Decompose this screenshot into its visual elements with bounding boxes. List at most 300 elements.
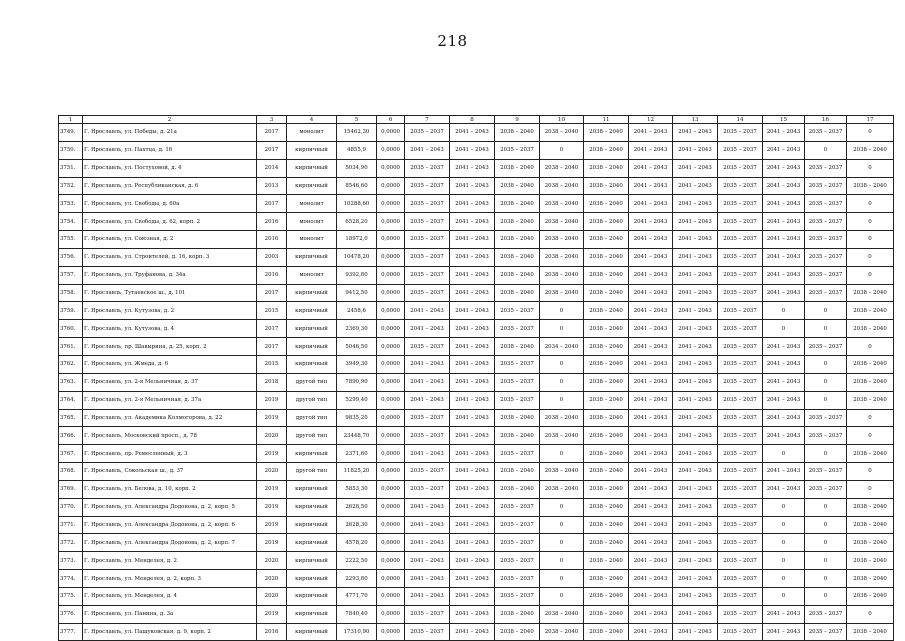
address-cell: Г. Ярославль, ул. Академика Колмогорова, д. 22 — [83, 409, 257, 427]
row-number-cell: 3766. — [59, 427, 83, 445]
address-cell: Г. Ярославль, ул. Свободы, д. 62, корп. 2 — [83, 213, 257, 231]
table-cell: 0 — [763, 587, 805, 605]
column-header: 11 — [584, 116, 629, 124]
table-row — [59, 534, 894, 552]
table-cell: 2035 – 2037 — [495, 373, 540, 391]
table-cell: 2038 – 2040 — [495, 231, 540, 249]
table-cell: 2038 – 2040 — [847, 355, 894, 373]
row-number-cell: 3774. — [59, 570, 83, 588]
table-cell: 2041 – 2043 — [629, 623, 673, 641]
table-cell: 2035 – 2037 — [405, 338, 450, 356]
table-cell: 2041 – 2043 — [673, 302, 718, 320]
table-cell: 2014 — [257, 159, 287, 177]
row-number-cell: 3776. — [59, 605, 83, 623]
table-cell: 2038 – 2040 — [584, 587, 629, 605]
table-cell: 2458,6 — [337, 302, 377, 320]
table-row — [59, 623, 894, 641]
table-cell: 2038 – 2040 — [495, 159, 540, 177]
table-cell: 2038 – 2040 — [495, 195, 540, 213]
table-cell: кирпичный — [287, 355, 337, 373]
table-cell: 2038 – 2040 — [584, 338, 629, 356]
table-cell: 2038 – 2040 — [495, 427, 540, 445]
address-cell: Г. Ярославль, ул. Свободы, д. 60а — [83, 195, 257, 213]
address-cell: Г. Ярославль, ул. Пахтца, д. 16 — [83, 141, 257, 159]
table-cell: 5299,40 — [337, 391, 377, 409]
table-cell: 2041 – 2043 — [450, 570, 495, 588]
table-row — [59, 266, 894, 284]
table-cell: 2041 – 2043 — [450, 587, 495, 605]
table-row — [59, 480, 894, 498]
table-cell: 2041 – 2043 — [629, 266, 673, 284]
table-cell: 2038 – 2040 — [540, 427, 584, 445]
address-cell: Г. Ярославль, ул. 2-я Мельничная, д. 37а — [83, 391, 257, 409]
row-number-cell: 3761. — [59, 338, 83, 356]
row-number-cell: 3753. — [59, 195, 83, 213]
table-cell: 2038 – 2040 — [540, 213, 584, 231]
table-cell: 2035 – 2037 — [718, 480, 763, 498]
table-cell: 2019 — [257, 480, 287, 498]
table-cell: 2038 – 2040 — [847, 302, 894, 320]
table-cell: 0 — [847, 159, 894, 177]
table-row — [59, 570, 894, 588]
header-row — [59, 116, 894, 124]
table-cell: 2016 — [257, 213, 287, 231]
table-cell: 2041 – 2043 — [673, 320, 718, 338]
address-cell: Г. Ярославль, ул. Александра Додонова, д. 2, корп. 6 — [83, 516, 257, 534]
table-row — [59, 409, 894, 427]
table-cell: 4771,70 — [337, 587, 377, 605]
table-cell: 2041 – 2043 — [405, 534, 450, 552]
table-cell: 2041 – 2043 — [763, 409, 805, 427]
table-cell: 0 — [540, 355, 584, 373]
table-cell: 0 — [540, 141, 584, 159]
table-cell: 2035 – 2037 — [718, 552, 763, 570]
table-cell: 2041 – 2043 — [450, 391, 495, 409]
table-cell: 0,0000 — [377, 355, 405, 373]
table-cell: 2038 – 2040 — [584, 605, 629, 623]
table-cell: 2035 – 2037 — [805, 159, 847, 177]
table-cell: 2035 – 2037 — [805, 409, 847, 427]
table-cell: 2041 – 2043 — [673, 445, 718, 463]
table-cell: 0 — [847, 463, 894, 481]
table-cell: 10288,60 — [337, 195, 377, 213]
row-number-cell: 3757. — [59, 266, 83, 284]
table-cell: 0 — [847, 480, 894, 498]
table-cell: 8546,60 — [337, 177, 377, 195]
table-cell: 0,0000 — [377, 534, 405, 552]
table-cell: 2041 – 2043 — [405, 141, 450, 159]
table-cell: 2035 – 2037 — [805, 266, 847, 284]
table-row — [59, 605, 894, 623]
table-cell: 0 — [805, 516, 847, 534]
table-cell: 0 — [540, 516, 584, 534]
table-cell: 2222,50 — [337, 552, 377, 570]
table-cell: 0 — [763, 534, 805, 552]
table-cell: 2041 – 2043 — [405, 302, 450, 320]
table-cell: 0 — [805, 498, 847, 516]
table-cell: 2041 – 2043 — [629, 552, 673, 570]
address-cell: Г. Ярославль, пр. Шавырина, д. 25, корп. 2 — [83, 338, 257, 356]
table-cell: 2035 – 2037 — [718, 534, 763, 552]
table-cell: 2038 – 2040 — [540, 195, 584, 213]
table-cell: 2041 – 2043 — [629, 284, 673, 302]
table-row — [59, 231, 894, 249]
table-cell: кирпичный — [287, 141, 337, 159]
table-cell: 2016 — [257, 623, 287, 641]
table-cell: 2041 – 2043 — [450, 427, 495, 445]
table-cell: 2041 – 2043 — [763, 177, 805, 195]
table-cell: 2035 – 2037 — [718, 266, 763, 284]
table-cell: 2041 – 2043 — [673, 373, 718, 391]
column-header: 16 — [805, 116, 847, 124]
column-header: 8 — [450, 116, 495, 124]
table-cell: 2041 – 2043 — [763, 195, 805, 213]
table-row — [59, 373, 894, 391]
table-cell: 2038 – 2040 — [584, 248, 629, 266]
table-cell: 2035 – 2037 — [718, 498, 763, 516]
table-cell: 2041 – 2043 — [450, 266, 495, 284]
table-cell: 2015 — [257, 302, 287, 320]
row-number-cell: 3769. — [59, 480, 83, 498]
table-cell: 2041 – 2043 — [673, 605, 718, 623]
table-cell: 2038 – 2040 — [540, 159, 584, 177]
row-number-cell: 3758. — [59, 284, 83, 302]
table-cell: 2038 – 2040 — [584, 124, 629, 142]
table-cell: 2038 – 2040 — [540, 605, 584, 623]
table-cell: 0,0000 — [377, 284, 405, 302]
table-cell: 2041 – 2043 — [763, 213, 805, 231]
table-cell: 2041 – 2043 — [450, 284, 495, 302]
table-cell: 2034 – 2040 — [540, 338, 584, 356]
housing-register-table — [58, 115, 894, 641]
column-header: 3 — [257, 116, 287, 124]
table-cell: 15462,30 — [337, 124, 377, 142]
row-number-cell: 3759. — [59, 302, 83, 320]
table-cell: 2041 – 2043 — [405, 516, 450, 534]
table-cell: 2041 – 2043 — [673, 213, 718, 231]
table-cell: другой тип — [287, 427, 337, 445]
table-cell: 2035 – 2037 — [805, 231, 847, 249]
table-cell: 0 — [847, 266, 894, 284]
table-cell: 0 — [805, 391, 847, 409]
table-cell: 2041 – 2043 — [763, 391, 805, 409]
row-number-cell: 3765. — [59, 409, 83, 427]
table-cell: 2038 – 2040 — [584, 570, 629, 588]
table-cell: 2041 – 2043 — [450, 605, 495, 623]
table-cell: 2041 – 2043 — [405, 587, 450, 605]
table-cell: 0 — [805, 534, 847, 552]
table-cell: 2041 – 2043 — [673, 427, 718, 445]
table-cell: 2035 – 2037 — [718, 570, 763, 588]
table-cell: 2038 – 2040 — [847, 284, 894, 302]
table-cell: 2035 – 2037 — [805, 195, 847, 213]
table-cell: кирпичный — [287, 284, 337, 302]
table-cell: 2041 – 2043 — [673, 516, 718, 534]
table-cell: 0 — [847, 338, 894, 356]
table-cell: 2038 – 2040 — [584, 391, 629, 409]
table-cell: 2041 – 2043 — [450, 320, 495, 338]
table-cell: 2035 – 2037 — [718, 284, 763, 302]
table-cell: 2038 – 2040 — [540, 480, 584, 498]
table-cell: кирпичный — [287, 248, 337, 266]
table-cell: 0 — [805, 141, 847, 159]
table-cell: 2038 – 2040 — [847, 587, 894, 605]
table-cell: 2041 – 2043 — [673, 587, 718, 605]
table-cell: 2003 — [257, 248, 287, 266]
table-cell: 2038 – 2040 — [584, 195, 629, 213]
address-cell: Г. Ярославль, ул. Менделея, д. 2 — [83, 552, 257, 570]
column-header: 7 — [405, 116, 450, 124]
table-cell: 0,0000 — [377, 498, 405, 516]
table-cell: 0 — [847, 427, 894, 445]
table-cell: 2041 – 2043 — [763, 463, 805, 481]
table-cell: 2038 – 2040 — [584, 213, 629, 231]
row-number-cell: 3750. — [59, 141, 83, 159]
table-cell: кирпичный — [287, 570, 337, 588]
table-cell: 2035 – 2037 — [718, 391, 763, 409]
table-cell: 2035 – 2037 — [805, 177, 847, 195]
table-cell: 2035 – 2037 — [718, 427, 763, 445]
table-row — [59, 355, 894, 373]
table-cell: 0,0000 — [377, 302, 405, 320]
table-cell: 2041 – 2043 — [673, 248, 718, 266]
table-row — [59, 427, 894, 445]
table-cell: 2041 – 2043 — [629, 427, 673, 445]
table-cell: 2041 – 2043 — [629, 177, 673, 195]
table-cell: 2035 – 2037 — [495, 516, 540, 534]
column-header: 9 — [495, 116, 540, 124]
row-number-cell: 3749. — [59, 124, 83, 142]
table-cell: 2038 – 2040 — [847, 623, 894, 641]
table-cell: 2041 – 2043 — [450, 409, 495, 427]
table-cell: 2035 – 2037 — [718, 587, 763, 605]
table-cell: 2041 – 2043 — [405, 445, 450, 463]
table-cell: 2035 – 2037 — [405, 231, 450, 249]
table-cell: 2019 — [257, 498, 287, 516]
table-cell: 2038 – 2040 — [540, 623, 584, 641]
table-cell: 9835,20 — [337, 409, 377, 427]
column-header: 2 — [83, 116, 257, 124]
table-cell: 5046,50 — [337, 338, 377, 356]
table-cell: 2035 – 2037 — [718, 409, 763, 427]
table-cell: 2035 – 2037 — [718, 124, 763, 142]
table-cell: 2041 – 2043 — [629, 248, 673, 266]
table-cell: 2038 – 2040 — [540, 266, 584, 284]
table-cell: 2041 – 2043 — [629, 534, 673, 552]
table-cell: 0 — [540, 302, 584, 320]
table-cell: 2041 – 2043 — [450, 213, 495, 231]
table-cell: 2035 – 2037 — [405, 427, 450, 445]
row-number-cell: 3762. — [59, 355, 83, 373]
table-cell: 2013 — [257, 177, 287, 195]
table-cell: 2020 — [257, 570, 287, 588]
table-cell: 0,0000 — [377, 623, 405, 641]
table-cell: 2019 — [257, 516, 287, 534]
page-number: 218 — [437, 32, 468, 50]
table-cell: 0 — [540, 373, 584, 391]
table-cell: 0,0000 — [377, 552, 405, 570]
table-cell: 2041 – 2043 — [763, 159, 805, 177]
row-number-cell: 3777. — [59, 623, 83, 641]
table-cell: 4578,20 — [337, 534, 377, 552]
table-cell: 0,0000 — [377, 463, 405, 481]
table-row — [59, 463, 894, 481]
table-row — [59, 213, 894, 231]
row-number-cell: 3773. — [59, 552, 83, 570]
table-cell: 0,0000 — [377, 124, 405, 142]
table-cell: 2041 – 2043 — [629, 355, 673, 373]
table-cell: 2038 – 2040 — [584, 534, 629, 552]
table-cell: 2035 – 2037 — [495, 141, 540, 159]
table-cell: 2041 – 2043 — [450, 248, 495, 266]
table-cell: 2041 – 2043 — [673, 409, 718, 427]
table-cell: 2041 – 2043 — [450, 177, 495, 195]
table-cell: 2035 – 2037 — [718, 302, 763, 320]
table-row — [59, 552, 894, 570]
row-number-cell: 3775. — [59, 587, 83, 605]
address-cell: Г. Ярославль, пр. Ремесленный, д. 3 — [83, 445, 257, 463]
table-cell: 2041 – 2043 — [450, 302, 495, 320]
table-cell: 2035 – 2037 — [495, 355, 540, 373]
address-cell: Г. Ярославль, ул. Менделея, д. 2, корп. 3 — [83, 570, 257, 588]
table-cell: 2017 — [257, 124, 287, 142]
table-cell: 2020 — [257, 427, 287, 445]
table-cell: 2017 — [257, 195, 287, 213]
table-cell: кирпичный — [287, 498, 337, 516]
table-cell: 2041 – 2043 — [629, 159, 673, 177]
table-cell: 2035 – 2037 — [718, 248, 763, 266]
table-cell: 2041 – 2043 — [450, 338, 495, 356]
table-cell: 2041 – 2043 — [763, 623, 805, 641]
table-cell: 0 — [763, 552, 805, 570]
table-cell: 2041 – 2043 — [450, 124, 495, 142]
table-cell: 9412,50 — [337, 284, 377, 302]
table-cell: 2038 – 2040 — [847, 570, 894, 588]
table-cell: 2041 – 2043 — [673, 159, 718, 177]
table-cell: 18972,0 — [337, 231, 377, 249]
table-cell: 2628,50 — [337, 498, 377, 516]
table-cell: 2041 – 2043 — [629, 498, 673, 516]
table-cell: 0 — [805, 302, 847, 320]
table-row — [59, 338, 894, 356]
table-cell: 2041 – 2043 — [673, 266, 718, 284]
table-cell: 0 — [763, 516, 805, 534]
table-cell: 2041 – 2043 — [450, 463, 495, 481]
address-cell: Г. Ярославль, ул. Кутузова, д. 2 — [83, 302, 257, 320]
table-row — [59, 516, 894, 534]
table-cell: 2035 – 2037 — [405, 605, 450, 623]
table-cell: 0,0000 — [377, 587, 405, 605]
table-cell: 2041 – 2043 — [629, 445, 673, 463]
table-row — [59, 320, 894, 338]
table-cell: 2035 – 2037 — [718, 355, 763, 373]
table-cell: 0 — [540, 320, 584, 338]
table-cell: 2015 — [257, 355, 287, 373]
table-cell: 0 — [805, 570, 847, 588]
table-cell: 2038 – 2040 — [584, 373, 629, 391]
table-cell: 2038 – 2040 — [847, 445, 894, 463]
table-cell: 2038 – 2040 — [584, 445, 629, 463]
table-cell: 2041 – 2043 — [450, 355, 495, 373]
table-cell: 2017 — [257, 338, 287, 356]
table-cell: 2041 – 2043 — [763, 480, 805, 498]
table-cell: 2035 – 2037 — [805, 427, 847, 445]
table-cell: 0,0000 — [377, 445, 405, 463]
table-cell: 2035 – 2037 — [495, 391, 540, 409]
table-cell: 2038 – 2040 — [584, 284, 629, 302]
table-cell: 2035 – 2037 — [718, 141, 763, 159]
table-cell: 0,0000 — [377, 177, 405, 195]
table-cell: 2038 – 2040 — [584, 623, 629, 641]
table-cell: 0,0000 — [377, 373, 405, 391]
table-cell: 0 — [763, 445, 805, 463]
table-cell: 2038 – 2040 — [584, 355, 629, 373]
table-cell: 2035 – 2037 — [718, 445, 763, 463]
table-cell: 2035 – 2037 — [405, 177, 450, 195]
table-cell: 2041 – 2043 — [673, 552, 718, 570]
table-cell: 0 — [763, 320, 805, 338]
table-cell: 2041 – 2043 — [673, 534, 718, 552]
table-cell: 2041 – 2043 — [763, 373, 805, 391]
table-cell: 2038 – 2040 — [584, 177, 629, 195]
table-cell: 2041 – 2043 — [450, 141, 495, 159]
table-cell: 2041 – 2043 — [673, 231, 718, 249]
column-header: 14 — [718, 116, 763, 124]
table-cell: 2038 – 2040 — [847, 320, 894, 338]
table-cell: 2019 — [257, 534, 287, 552]
table-cell: 2041 – 2043 — [763, 284, 805, 302]
table-cell: 0 — [847, 213, 894, 231]
table-cell: 2038 – 2040 — [540, 248, 584, 266]
address-cell: Г. Ярославль, ул. Постуховой, д. 4 — [83, 159, 257, 177]
table-cell: 2041 – 2043 — [450, 195, 495, 213]
address-cell: Г. Ярославль, ул. Кутузова, д. 4 — [83, 320, 257, 338]
table-cell: 2038 – 2040 — [495, 409, 540, 427]
address-cell: Г. Ярославль, ул. Победы, д. 21а — [83, 124, 257, 142]
table-cell: 2038 – 2040 — [584, 480, 629, 498]
table-cell: 2038 – 2040 — [540, 124, 584, 142]
address-cell: Г. Ярославль, ул. Белова, д. 10, корп. 2 — [83, 480, 257, 498]
table-cell: 0 — [805, 320, 847, 338]
table-cell: 0,0000 — [377, 213, 405, 231]
table-cell: кирпичный — [287, 302, 337, 320]
table-cell: 2035 – 2037 — [495, 445, 540, 463]
row-number-cell: 3767. — [59, 445, 83, 463]
table-cell: 2017 — [257, 141, 287, 159]
table-cell: 5034,90 — [337, 159, 377, 177]
table-cell: 0 — [805, 445, 847, 463]
address-cell: Г. Ярославль, ул. Жмеда, д. 6 — [83, 355, 257, 373]
column-header: 10 — [540, 116, 584, 124]
table-cell: 2038 – 2040 — [540, 463, 584, 481]
table-cell: 0 — [805, 587, 847, 605]
table-cell: 2035 – 2037 — [495, 552, 540, 570]
table-cell: 2018 — [257, 373, 287, 391]
row-number-cell: 3768. — [59, 463, 83, 481]
table-cell: 0,0000 — [377, 409, 405, 427]
table-cell: 0,0000 — [377, 231, 405, 249]
table-cell: 2035 – 2037 — [405, 195, 450, 213]
table-cell: 2035 – 2037 — [718, 338, 763, 356]
table-cell: 2038 – 2040 — [495, 213, 540, 231]
table-cell: 2041 – 2043 — [629, 320, 673, 338]
table-cell: 2035 – 2037 — [805, 463, 847, 481]
table-cell: 2041 – 2043 — [673, 195, 718, 213]
table-cell: 2017 — [257, 284, 287, 302]
table-cell: кирпичный — [287, 159, 337, 177]
table-cell: 2041 – 2043 — [450, 373, 495, 391]
table-cell: 2035 – 2037 — [805, 284, 847, 302]
